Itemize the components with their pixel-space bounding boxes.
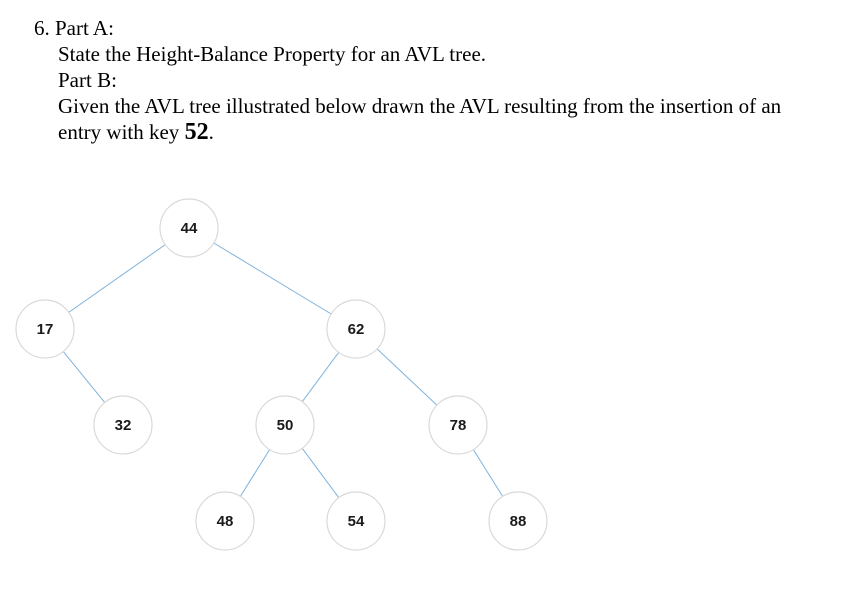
tree-edge-44-62 [214, 243, 331, 314]
tree-edge-50-54 [302, 448, 339, 497]
tree-node-44 [160, 199, 218, 257]
part-b-label: Part B: [58, 68, 117, 92]
tree-node-48 [196, 492, 254, 550]
tree-node-key: 62 [347, 321, 365, 338]
part-b-text-prefix: entry with key [58, 120, 185, 144]
tree-node-54 [327, 492, 385, 550]
tree-node-key: 54 [347, 513, 365, 530]
tree-node-key: 44 [180, 220, 198, 237]
tree-node-key: 78 [449, 417, 467, 434]
tree-edges [63, 243, 502, 498]
tree-edge-62-78 [377, 349, 437, 405]
tree-node-62 [327, 300, 385, 358]
tree-nodes [16, 199, 547, 550]
tree-node-key: 32 [114, 417, 132, 434]
tree-node-17 [16, 300, 74, 358]
period: . [208, 120, 214, 144]
tree-node-32 [94, 396, 152, 454]
insert-key: 52 [184, 119, 209, 145]
tree-node-50 [256, 396, 314, 454]
tree-node-88 [489, 492, 547, 550]
part-a-label: Part A: [55, 16, 114, 40]
tree-edge-62-50 [302, 352, 339, 401]
tree-edge-44-17 [69, 245, 166, 313]
tree-edge-17-32 [63, 352, 104, 403]
tree-edge-50-48 [240, 450, 269, 497]
tree-edge-78-88 [473, 450, 502, 497]
tree-node-key: 48 [216, 513, 234, 530]
question-number: 6. [34, 16, 50, 40]
part-b-text-line-1: Given the AVL tree illustrated below drawn the AVL resulting from the insertion of an [58, 94, 782, 118]
part-a-text: State the Height-Balance Property for an AVL tree. [58, 42, 487, 66]
tree-node-key: 88 [509, 513, 527, 530]
tree-node-key: 50 [276, 417, 294, 434]
tree-node-78 [429, 396, 487, 454]
tree-node-key: 17 [36, 321, 54, 338]
